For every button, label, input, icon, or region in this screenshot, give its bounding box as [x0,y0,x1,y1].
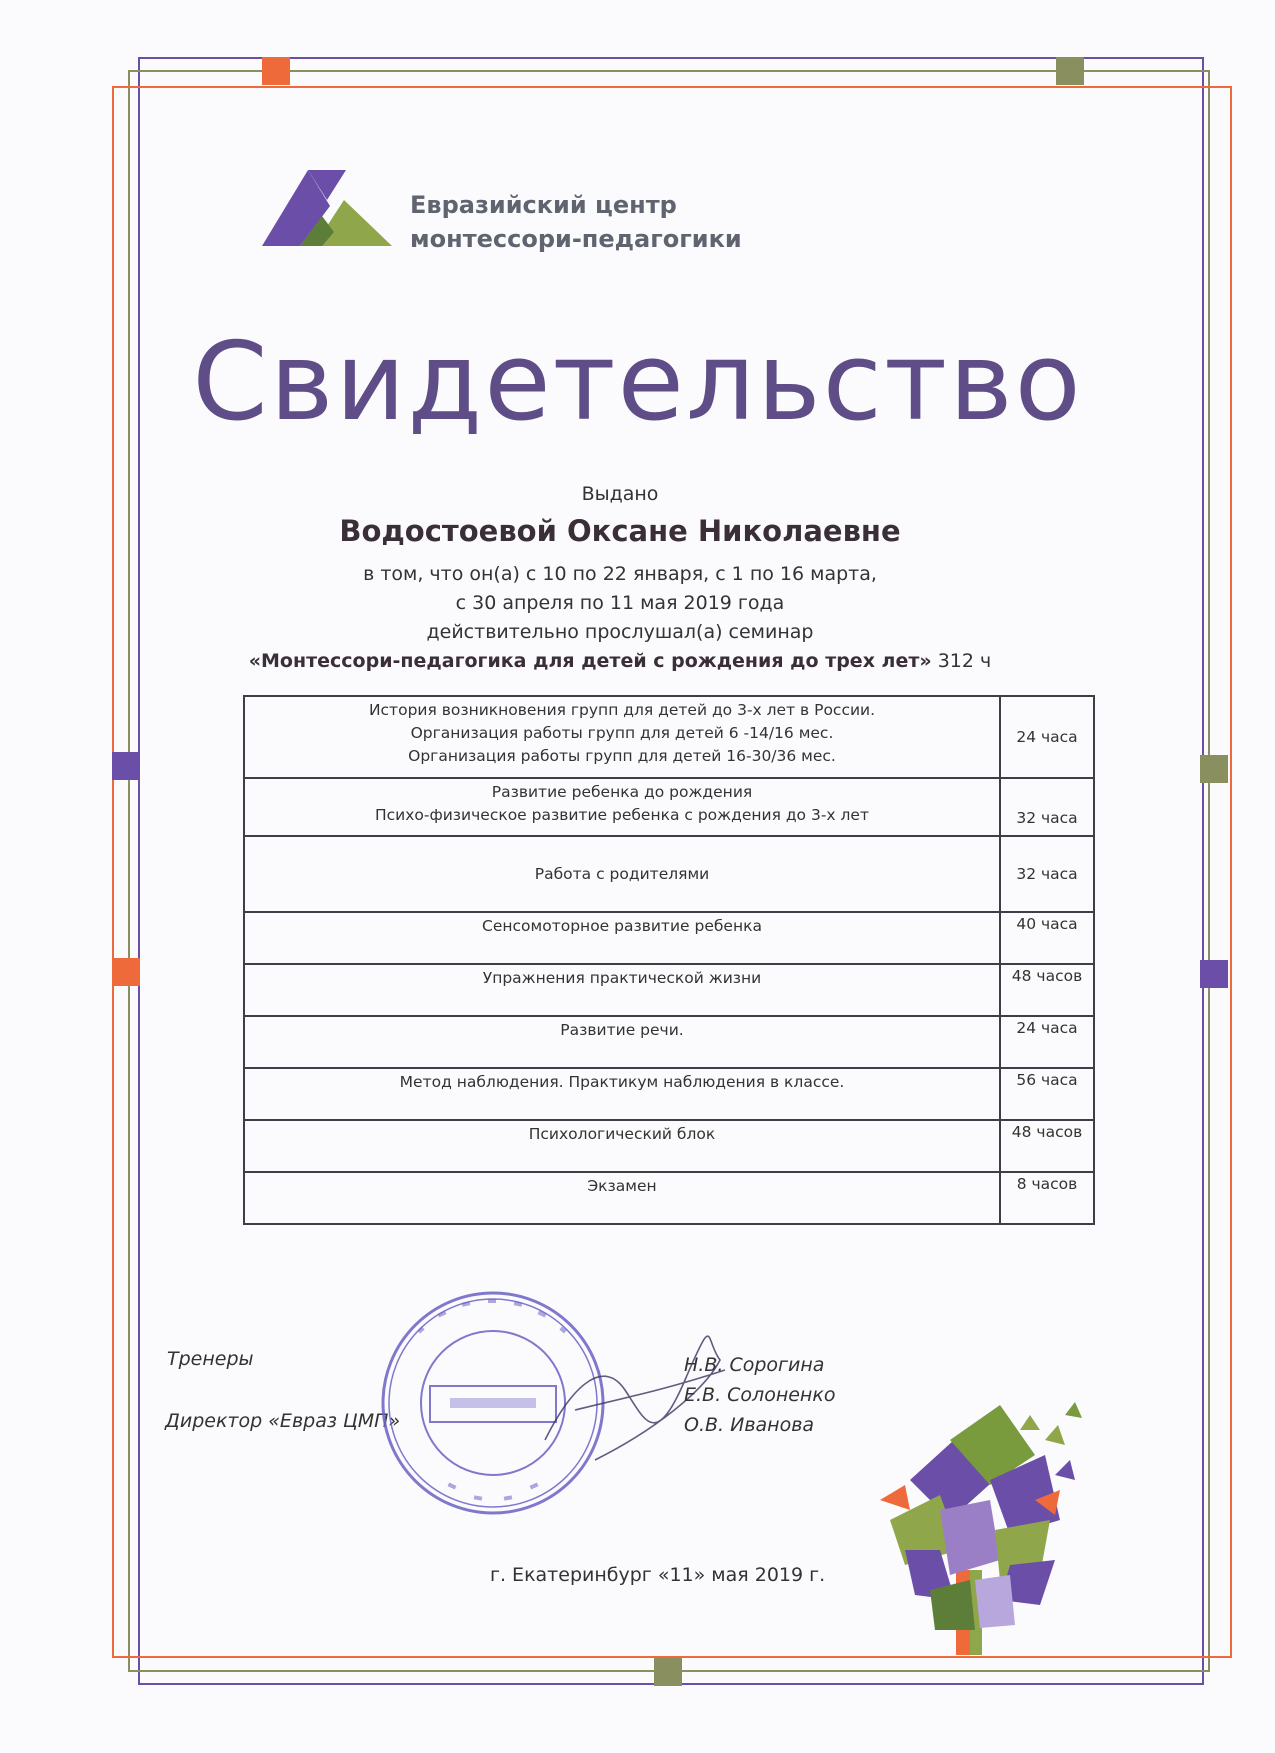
recipient-name: Водостоевой Оксане Николаевне [339,514,901,548]
body-line-1: в том, что он(а) с 10 по 22 января, с 1 по 16 марта, [363,563,877,585]
trainers-label: Тренеры [167,1348,254,1370]
course-topic-line: Экзамен [587,1177,657,1195]
course-hours: 48 часов [1000,1120,1094,1172]
logo-text [410,188,742,256]
courses-table [243,695,1095,1225]
table-row [244,1016,1094,1068]
course-hours: 32 часа [1000,836,1094,912]
table-row [244,836,1094,912]
logo-line-1: Евразийский центр [410,191,677,219]
table-row [244,696,1094,778]
certificate-title: Свидетельство [192,320,1083,445]
course-topic-line: История возникновения групп для детей до 3-х лет в России. [368,701,876,719]
table-row [244,778,1094,836]
course-topic-line: Сенсомоторное развитие ребенка [482,917,762,935]
handwritten-signature [535,1320,735,1480]
deco-square-purple-right [1200,960,1228,988]
table-row [244,964,1094,1016]
course-topic-line: Развитие ребенка до рождения [491,783,753,801]
course-topic [244,1120,1000,1172]
course-topic-line: Психологический блок [528,1125,716,1143]
course-topic [244,964,1000,1016]
course-topic-line: Психо-физическое развитие ребенка с рождения до 3-х лет [374,806,869,824]
course-topic [244,1016,1000,1068]
course-topic [244,836,1000,912]
body-line-3: действительно прослушал(а) семинар [426,621,814,643]
table-row [244,1172,1094,1224]
course-topic-line: Упражнения практической жизни [482,969,762,987]
seminar-hours: 312 ч [937,650,992,672]
course-hours: 56 часа [1000,1068,1094,1120]
course-hours: 32 часа [1000,778,1094,836]
course-topic [244,778,1000,836]
course-topic-line: Организация работы групп для детей 16-30/36 мес. [408,747,836,765]
signatory-name: Н.В. Сорогина [684,1354,825,1376]
seminar-line [0,650,1240,672]
course-hours: 8 часов [1000,1172,1094,1224]
course-hours: 24 часа [1000,696,1094,778]
course-topic-line: Метод наблюдения. Практикум наблюдения в классе. [399,1073,845,1091]
course-hours: 48 часов [1000,964,1094,1016]
course-topic-line: Организация работы групп для детей 6 -14/16 мес. [410,724,834,742]
course-topic [244,912,1000,964]
course-topic-line: Работа с родителями [534,864,710,883]
director-label: Директор «Евраз ЦМП» [165,1410,401,1432]
deco-square-olive-right [1200,755,1228,783]
signatory-name: О.В. Иванова [684,1414,815,1436]
table-row [244,1120,1094,1172]
tree-illustration [870,1400,1090,1660]
place-date: г. Екатеринбург «11» мая 2019 г. [490,1564,826,1586]
course-topic [244,1068,1000,1120]
deco-square-olive-top [1056,57,1084,85]
issued-label: Выдано [581,483,659,505]
course-topic-line: Развитие речи. [560,1021,684,1039]
logo-line-2: монтессори-педагогики [410,225,742,253]
course-hours: 24 часа [1000,1016,1094,1068]
course-hours: 40 часа [1000,912,1094,964]
body-line-2: с 30 апреля по 11 мая 2019 года [455,592,785,614]
signatory-name: Е.В. Солоненко [684,1384,836,1406]
course-topic [244,1172,1000,1224]
deco-square-orange-top [262,57,290,85]
deco-square-purple-left [112,752,140,780]
logo-mark [262,170,392,246]
course-topic [244,696,1000,778]
table-row [244,912,1094,964]
deco-square-olive-bottom [654,1658,682,1686]
table-row [244,1068,1094,1120]
seminar-name: «Монтессори-педагогика для детей с рождения до трех лет» [248,650,932,672]
deco-square-orange-left [112,958,140,986]
